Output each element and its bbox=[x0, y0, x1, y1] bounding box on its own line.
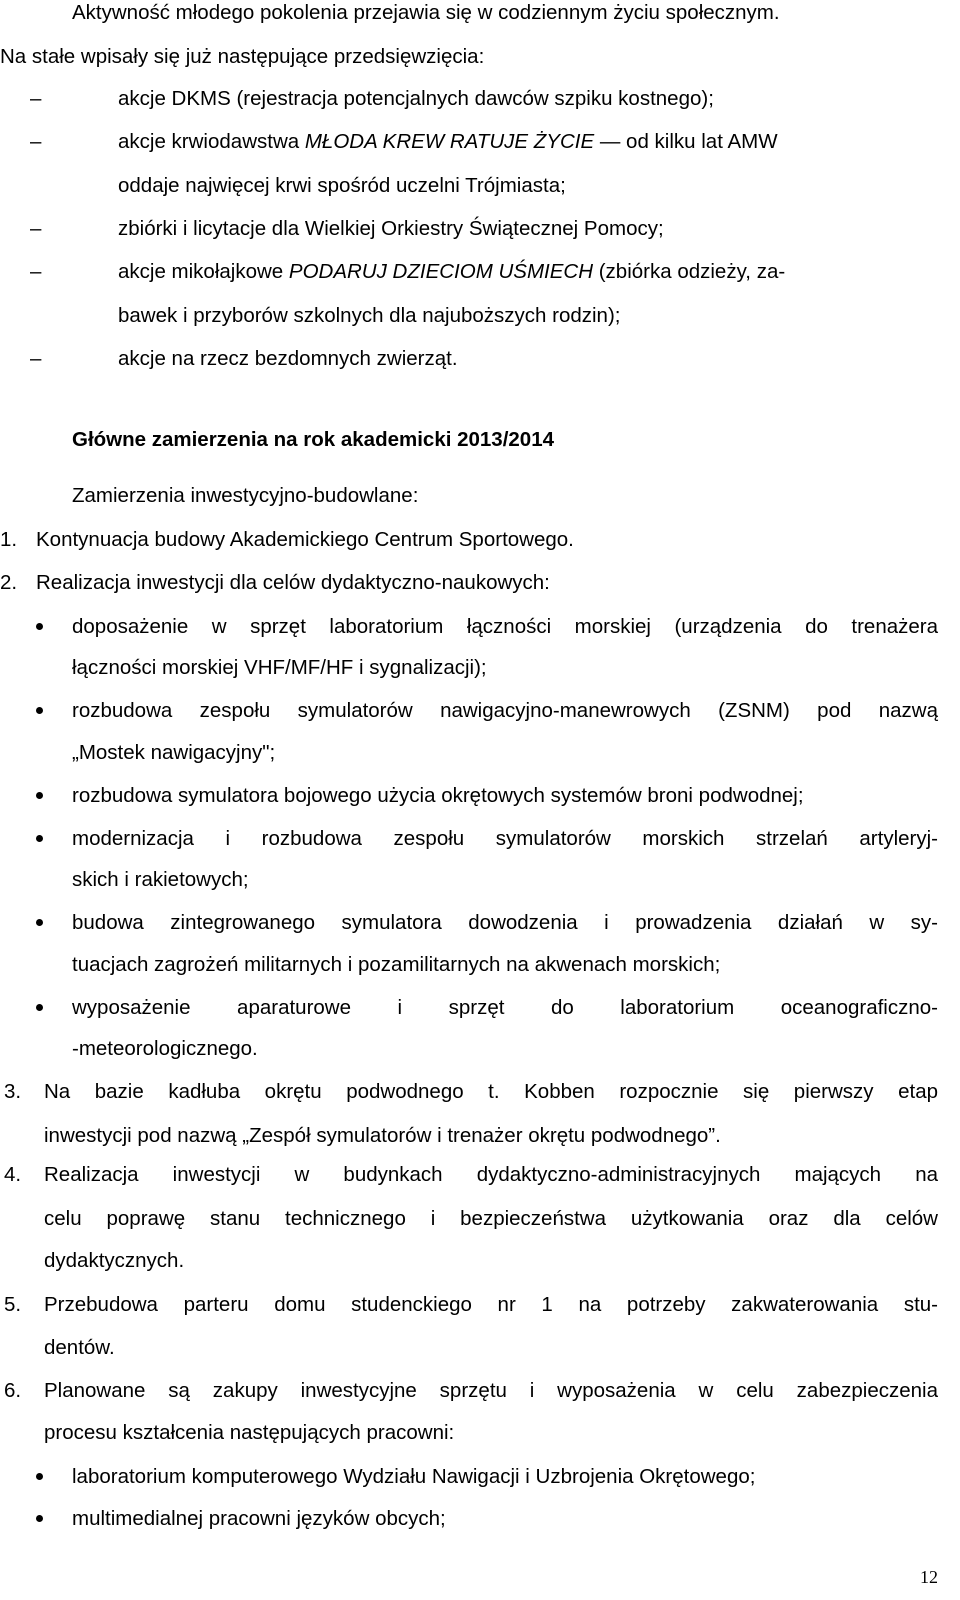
page-number: 12 bbox=[920, 1567, 938, 1587]
list-item-text: akcje na rzecz bezdomnych zwierząt. bbox=[118, 347, 458, 370]
list-item-text: rozbudowa symulatora bojowego użycia okrętowych systemów broni podwodnej; bbox=[72, 784, 804, 807]
list-item-continuation: łączności morskiej VHF/MF/HF i sygnalizacji); bbox=[72, 656, 487, 679]
subheading: Zamierzenia inwestycyjno-budowlane: bbox=[72, 484, 419, 507]
bullet-marker bbox=[36, 792, 43, 799]
list-item-text: doposażenie w sprzęt laboratorium łączności morskiej (urządzenia do trenażera bbox=[72, 615, 938, 638]
item-text: Kontynuacja budowy Akademickiego Centrum Sportowego. bbox=[36, 528, 574, 551]
list-item-text: laboratorium komputerowego Wydziału Nawigacji i Uzbrojenia Okrętowego; bbox=[72, 1465, 756, 1488]
dash-marker: – bbox=[30, 347, 42, 370]
item-number: 3. bbox=[4, 1080, 22, 1103]
list-item-text: zbiórki i licytacje dla Wielkiej Orkiestry Świątecznej Pomocy; bbox=[118, 217, 664, 240]
dash-marker: – bbox=[30, 260, 42, 283]
list-item-text: modernizacja i rozbudowa zespołu symulatorów morskich strzelań artyleryj- bbox=[72, 827, 938, 850]
item-text-continuation: dydaktycznych. bbox=[44, 1249, 185, 1272]
campaign-name: PODARUJ DZIECIOM UŚMIECH bbox=[288, 260, 594, 283]
item-text-continuation: procesu kształcenia następujących pracowni: bbox=[44, 1421, 455, 1444]
list-item-continuation: skich i rakietowych; bbox=[72, 868, 249, 891]
campaign-name: MŁODA KREW RATUJE ŻYCIE bbox=[304, 130, 595, 153]
section-heading: Główne zamierzenia na rok akademicki 2013/2014 bbox=[72, 428, 555, 451]
bullet-marker bbox=[36, 1473, 43, 1480]
dash-marker: – bbox=[30, 217, 42, 240]
bullet-marker bbox=[36, 623, 43, 630]
item-number: 4. bbox=[4, 1163, 22, 1186]
list-item-text: budowa zintegrowanego symulatora dowodzenia i prowadzenia działań w sy- bbox=[72, 911, 938, 934]
list-item-text: akcje krwiodawstwa MŁODA KREW RATUJE ŻYCIE — od kilku lat AMW bbox=[118, 130, 778, 153]
dash-marker: – bbox=[30, 130, 42, 153]
item-text-continuation: inwestycji pod nazwą „Zespół symulatorów i trenażer okrętu podwodnego”. bbox=[44, 1124, 721, 1147]
item-text: Realizacja inwestycji w budynkach dydaktyczno-administracyjnych mających na bbox=[44, 1163, 938, 1186]
item-text-continuation: dentów. bbox=[44, 1336, 115, 1359]
item-number: 1. bbox=[0, 528, 18, 551]
item-text-continuation: celu poprawę stanu technicznego i bezpieczeństwa użytkowania oraz dla celów bbox=[44, 1207, 938, 1230]
bullet-marker bbox=[36, 1004, 43, 1011]
item-number: 2. bbox=[0, 571, 18, 594]
item-text: Planowane są zakupy inwestycyjne sprzętu i wyposażenia w celu zabezpieczenia bbox=[44, 1379, 938, 1402]
item-number: 6. bbox=[4, 1379, 22, 1402]
item-number: 5. bbox=[4, 1293, 22, 1316]
list-item-continuation: -meteorologicznego. bbox=[72, 1037, 258, 1060]
list-item-continuation: oddaje najwięcej krwi spośród uczelni Trójmiasta; bbox=[118, 174, 566, 197]
bullet-marker bbox=[36, 919, 43, 926]
list-item-text: akcje DKMS (rejestracja potencjalnych dawców szpiku kostnego); bbox=[118, 87, 714, 110]
list-item-text: multimedialnej pracowni języków obcych; bbox=[72, 1507, 446, 1530]
bullet-marker bbox=[36, 707, 43, 714]
list-item-continuation: bawek i przyborów szkolnych dla najuboższych rodzin); bbox=[118, 304, 621, 327]
list-item-continuation: tuacjach zagrożeń militarnych i pozamilitarnych na akwenach morskich; bbox=[72, 953, 721, 976]
list-item-text: akcje mikołajkowe PODARUJ DZIECIOM UŚMIECH (zbiórka odzieży, za- bbox=[118, 260, 786, 283]
item-text: Realizacja inwestycji dla celów dydaktyczno-naukowych: bbox=[36, 571, 550, 594]
intro-line-1: Aktywność młodego pokolenia przejawia się w codziennym życiu społecznym. bbox=[72, 1, 780, 24]
bullet-marker bbox=[36, 1515, 43, 1522]
list-item-text: rozbudowa zespołu symulatorów nawigacyjno-manewrowych (ZSNM) pod nazwą bbox=[72, 699, 938, 722]
list-item-text: wyposażenie aparaturowe i sprzęt do laboratorium oceanograficzno- bbox=[72, 996, 938, 1019]
item-text: Przebudowa parteru domu studenckiego nr 1 na potrzeby zakwaterowania stu- bbox=[44, 1293, 938, 1316]
list-item-continuation: „Mostek nawigacyjny"; bbox=[72, 741, 276, 764]
bullet-marker bbox=[36, 835, 43, 842]
dash-marker: – bbox=[30, 87, 42, 110]
item-text: Na bazie kadłuba okrętu podwodnego t. Kobben rozpocznie się pierwszy etap bbox=[44, 1080, 938, 1103]
intro-line-2: Na stałe wpisały się już następujące przedsięwzięcia: bbox=[0, 45, 485, 68]
